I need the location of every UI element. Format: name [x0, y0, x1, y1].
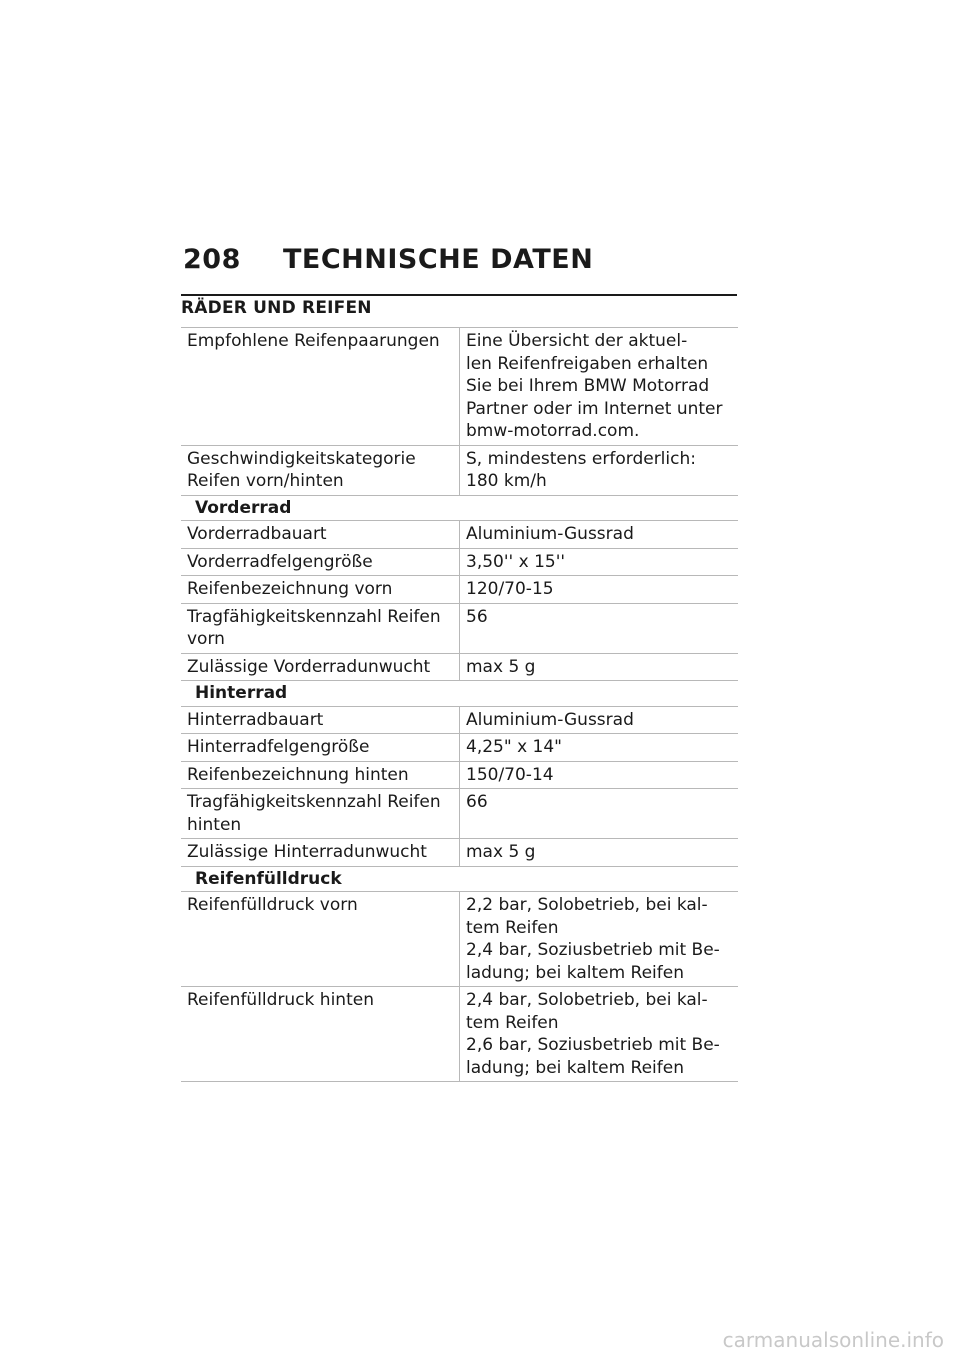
- table-row: [181, 892, 738, 987]
- spec-value: 66: [460, 789, 739, 839]
- table-subheading-row: [181, 866, 738, 892]
- spec-label: [181, 603, 460, 653]
- subheading-reifenfuelldruck: Reifenfülldruck: [181, 866, 738, 892]
- spec-value: [460, 892, 739, 987]
- table-row: [181, 734, 738, 762]
- spec-value-line: 2,6 bar, Soziusbetrieb mit Be-: [466, 1035, 720, 1055]
- chapter-title: TECHNISCHE DATEN: [283, 244, 594, 275]
- spec-value-line: len Reifenfreigaben erhalten: [466, 353, 709, 374]
- spec-value: 56: [460, 603, 739, 653]
- spec-label: Zulässige Vorderradunwucht: [181, 653, 460, 681]
- spec-value: 4,25" x 14": [460, 734, 739, 762]
- spec-label: [181, 328, 460, 446]
- spec-label: Vorderradbauart: [181, 521, 460, 549]
- subheading-vorderrad: Vorderrad: [181, 495, 738, 521]
- spec-value: max 5 g: [460, 839, 739, 867]
- spec-value-line: Eine Übersicht der aktuel-: [466, 331, 688, 351]
- table-row: [181, 548, 738, 576]
- table-row: [181, 706, 738, 734]
- table-row: [181, 789, 738, 839]
- spec-value-line: Partner oder im Internet unter: [466, 398, 723, 419]
- table-row: [181, 328, 738, 446]
- spec-label: Reifenfülldruck vorn: [181, 892, 460, 987]
- spec-label: Reifenbezeichnung vorn: [181, 576, 460, 604]
- spec-value-line: ladung; bei kaltem Reifen: [466, 1057, 685, 1078]
- page-number: 208: [183, 244, 241, 275]
- spec-value-line: 2,4 bar, Solobetrieb, bei kal-: [466, 990, 708, 1010]
- spec-value: 150/70-14: [460, 761, 739, 789]
- table-subheading-row: [181, 681, 738, 707]
- spec-value: [460, 445, 739, 495]
- spec-label: Vorderradfelgengröße: [181, 548, 460, 576]
- spec-value: Aluminium-Gussrad: [460, 521, 739, 549]
- page-header: [183, 244, 737, 278]
- table-row: [181, 839, 738, 867]
- table-subheading-row: [181, 495, 738, 521]
- table-row: [181, 521, 738, 549]
- spec-label: [181, 789, 460, 839]
- spec-value-line: 2,4 bar, Soziusbetrieb mit Be-: [466, 940, 720, 960]
- spec-value-line: Sie bei Ihrem BMW Motorrad: [466, 376, 710, 396]
- spec-label-line: Empfohlene Reifenpaarungen: [187, 331, 440, 351]
- spec-value: Aluminium-Gussrad: [460, 706, 739, 734]
- spec-value-line: bmw-motorrad.com.: [466, 421, 640, 441]
- spec-label: [181, 445, 460, 495]
- table-row: [181, 653, 738, 681]
- header-rule: [181, 294, 737, 296]
- spec-label-line: Reifen vorn/hinten: [187, 471, 344, 491]
- spec-value: max 5 g: [460, 653, 739, 681]
- spec-label-line: Tragfähigkeitskennzahl Reifen: [187, 606, 441, 627]
- spec-value: [460, 328, 739, 446]
- table-row: [181, 576, 738, 604]
- spec-value-line: tem Reifen: [466, 1012, 559, 1033]
- spec-label: Hinterradfelgengröße: [181, 734, 460, 762]
- spec-value-line: 2,2 bar, Solobetrieb, bei kal-: [466, 895, 708, 915]
- spec-label-line: Tragfähigkeitskennzahl Reifen: [187, 792, 441, 812]
- spec-value-line: tem Reifen: [466, 917, 559, 938]
- spec-label-line: Geschwindigkeitskategorie: [187, 448, 416, 469]
- spec-table: [181, 327, 738, 1082]
- spec-label: Reifenbezeichnung hinten: [181, 761, 460, 789]
- spec-label: Zulässige Hinterradunwucht: [181, 839, 460, 867]
- spec-label: Reifenfülldruck hinten: [181, 987, 460, 1082]
- table-row: [181, 987, 738, 1082]
- spec-value-line: S, mindestens erforderlich:: [466, 448, 696, 469]
- spec-label-line: vorn: [187, 629, 225, 649]
- spec-value: 120/70-15: [460, 576, 739, 604]
- table-row: [181, 603, 738, 653]
- spec-value: [460, 987, 739, 1082]
- section-title: RÄDER UND REIFEN: [181, 298, 372, 318]
- spec-label: Hinterradbauart: [181, 706, 460, 734]
- spec-label-line: hinten: [187, 814, 242, 835]
- spec-value-line: 180 km/h: [466, 471, 547, 491]
- table-row: [181, 761, 738, 789]
- subheading-hinterrad: Hinterrad: [181, 681, 738, 707]
- table-row: [181, 445, 738, 495]
- spec-value-line: ladung; bei kaltem Reifen: [466, 962, 685, 983]
- watermark: carmanualsonline.info: [722, 1328, 944, 1352]
- spec-value: 3,50'' x 15'': [460, 548, 739, 576]
